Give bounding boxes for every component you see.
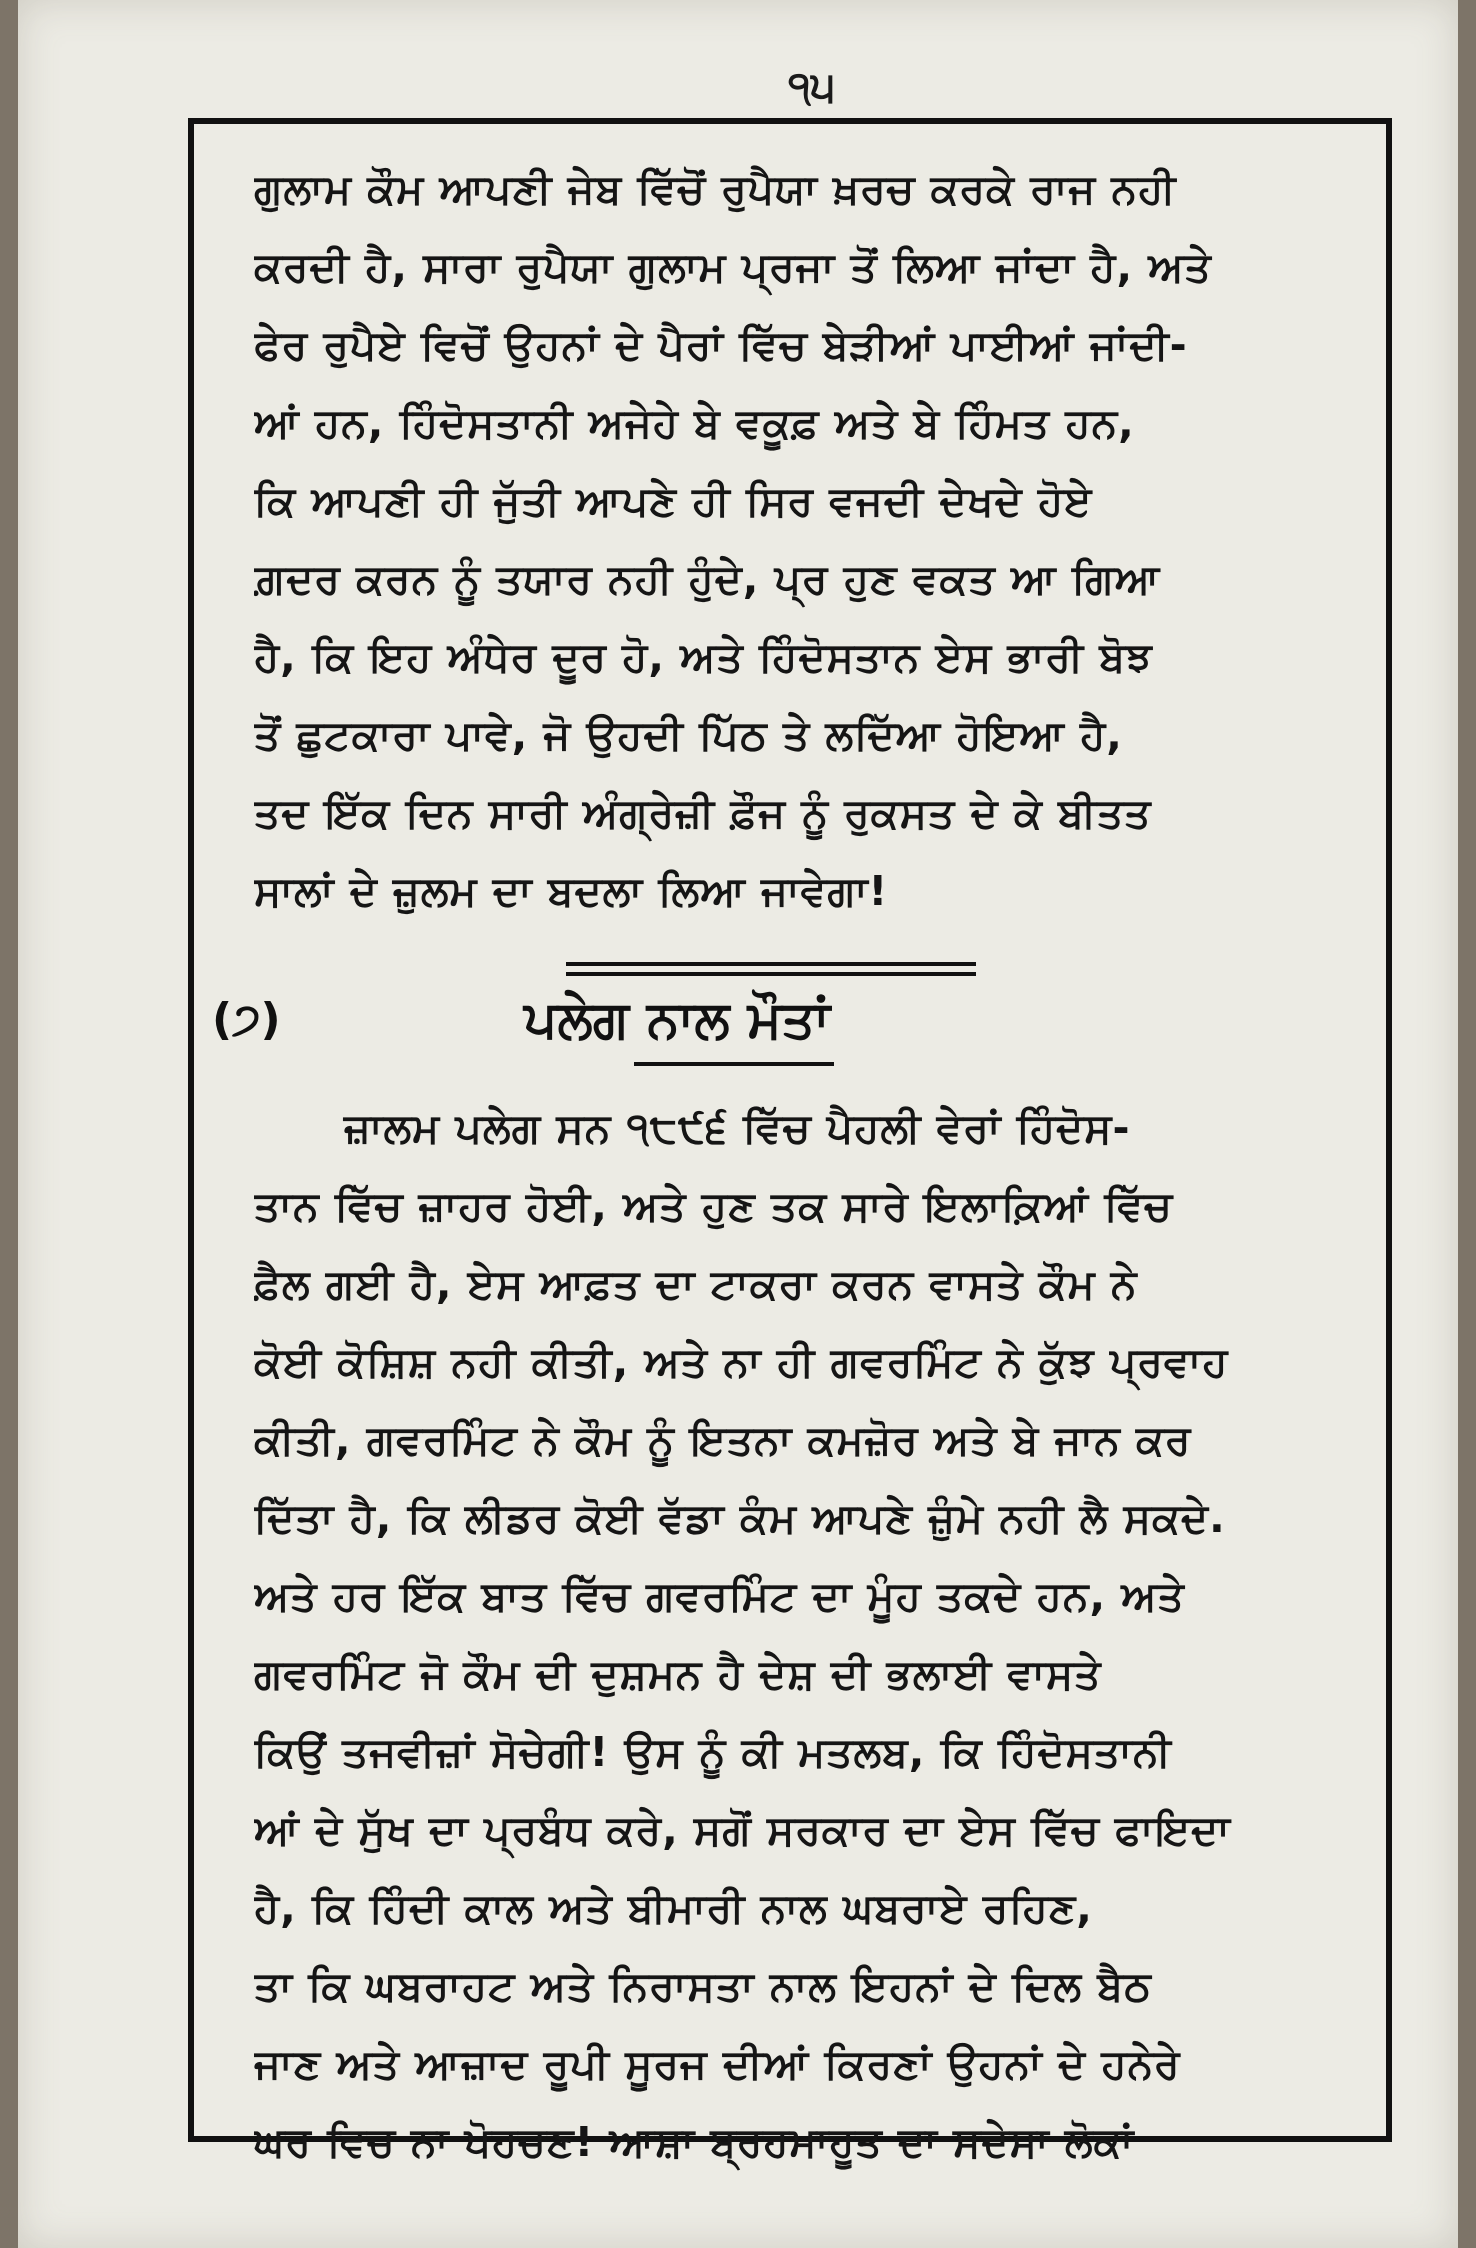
text-line: ਕਰਦੀ ਹੈ, ਸਾਰਾ ਰੁਪੈਯਾ ਗੁਲਾਮ ਪ੍ਰਜਾ ਤੋਂ ਲਿਆ ਜਾਂਦਾ ਹੈ, ਅਤੇ [254,243,1212,291]
section-number: (੭) [212,994,281,1045]
text-line: ਤਾ ਕਿ ਘਬਰਾਹਟ ਅਤੇ ਨਿਰਾਸਤਾ ਨਾਲ ਇਹਨਾਂ ਦੇ ਦਿਲ ਬੈਠ [254,1962,1152,2010]
text-line: ਗਵਰਮਿੰਟ ਜੋ ਕੌਮ ਦੀ ਦੁਸ਼ਮਨ ਹੈ ਦੇਸ਼ ਦੀ ਭਲਾਈ ਵਾਸਤੇ [254,1650,1102,1698]
text-line: ਆਂ ਦੇ ਸੁੱਖ ਦਾ ਪ੍ਰਬੰਧ ਕਰੇ, ਸਗੋਂ ਸਰਕਾਰ ਦਾ ਏਸ ਵਿੱਚ ਫਾਇਦਾ [254,1806,1231,1854]
text-line: ਤਦ ਇੱਕ ਦਿਨ ਸਾਰੀ ਅੰਗ੍ਰੇਜ਼ੀ ਫ਼ੌਜ ਨੂੰ ਰੁਕਸਤ ਦੇ ਕੇ ਬੀਤਤ [254,789,1152,837]
title-underline [634,1062,834,1066]
text-frame [188,118,1392,2166]
text-line: ਆਂ ਹਨ, ਹਿੰਦੋਸਤਾਨੀ ਅਜੇਹੇ ਬੇ ਵਕੂਫ਼ ਅਤੇ ਬੇ ਹਿੰਮਤ ਹਨ, [254,399,1135,447]
text-line: ਫ਼ੈਲ ਗਈ ਹੈ, ਏਸ ਆਫ਼ਤ ਦਾ ਟਾਕਰਾ ਕਰਨ ਵਾਸਤੇ ਕੌਮ ਨੇ [254,1260,1138,1308]
text-line: ਕੀਤੀ, ਗਵਰਮਿੰਟ ਨੇ ਕੌਮ ਨੂੰ ਇਤਨਾ ਕਮਜ਼ੋਰ ਅਤੇ ਬੇ ਜਾਨ ਕਰ [254,1416,1192,1464]
text-line: ਹੈ, ਕਿ ਹਿੰਦੀ ਕਾਲ ਅਤੇ ਬੀਮਾਰੀ ਨਾਲ ਘਬਰਾਏ ਰਹਿਣ, [254,1884,1093,1932]
text-line: ਕਿ ਆਪਣੀ ਹੀ ਜੁੱਤੀ ਆਪਣੇ ਹੀ ਸਿਰ ਵਜਦੀ ਦੇਖਦੇ ਹੋਏ [254,477,1093,525]
paragraph-1 [254,150,1356,930]
divider [566,962,976,966]
text-line: ਘਰ ਵਿਚ ਨਾ ਪੋਹਚਣ! ਆਸ਼ਾ ਬ੍ਰਹਮਾਹੂਤ ਦਾ ਸਦੇਸਾ ਲੋਕਾਂ [254,2118,1135,2166]
text-line: ਕੋਈ ਕੋਸ਼ਿਸ਼ ਨਹੀ ਕੀਤੀ, ਅਤੇ ਨਾ ਹੀ ਗਵਰਮਿੰਟ ਨੇ ਕੁੱਝ ਪ੍ਰਵਾਹ [254,1338,1229,1386]
text-line: ਦਿੱਤਾ ਹੈ, ਕਿ ਲੀਡਰ ਕੋਈ ਵੱਡਾ ਕੰਮ ਆਪਣੇ ਜ਼ੁੰਮੇ ਨਹੀ ਲੈ ਸਕਦੇ. [254,1494,1226,1542]
text-line: ਗ਼ਦਰ ਕਰਨ ਨੂੰ ਤਯਾਰ ਨਹੀ ਹੁੰਦੇ, ਪ੍ਰ ਹੁਣ ਵਕਤ ਆ ਗਿਆ [254,555,1161,603]
text-line: ਫੇਰ ਰੁਪੈਏ ਵਿਚੋਂ ਉਹਨਾਂ ਦੇ ਪੈਰਾਂ ਵਿੱਚ ਬੇੜੀਆਂ ਪਾਈਆਂ ਜਾਂਦੀ- [254,321,1188,369]
text-line: ਜ਼ਾਲਮ ਪਲੇਗ ਸਨ ੧੮੯੬ ਵਿੱਚ ਪੈਹਲੀ ਵੇਰਾਂ ਹਿੰਦੋਸ- [344,1104,1131,1152]
section-title: ਪਲੇਗ ਨਾਲ ਮੌਤਾਂ [524,990,830,1050]
section-heading [194,962,1386,1082]
book-page [18,0,1458,2248]
text-line: ਤਾਨ ਵਿੱਚ ਜ਼ਾਹਰ ਹੋਈ, ਅਤੇ ਹੁਣ ਤਕ ਸਾਰੇ ਇਲਾਕ਼ਿਆਂ ਵਿੱਚ [254,1182,1173,1230]
text-line: ਜਾਣ ਅਤੇ ਆਜ਼ਾਦ ਰੂਪੀ ਸੂਰਜ ਦੀਆਂ ਕਿਰਣਾਂ ਉਹਨਾਂ ਦੇ ਹਨੇਰੇ [254,2040,1181,2088]
print-marks [188,2182,1392,2202]
text-line: ਤੋਂ ਛੁਟਕਾਰਾ ਪਾਵੇ, ਜੋ ਉਹਦੀ ਪਿੱਠ ਤੇ ਲਦਿੱਆ ਹੋਇਆ ਹੈ, [254,711,1123,759]
text-line: ਗੁਲਾਮ ਕੌਮ ਆਪਣੀ ਜੇਬ ਵਿੱਚੋਂ ਰੁਪੈਯਾ ਖ਼ਰਚ ਕਰਕੇ ਰਾਜ ਨਹੀ [254,165,1177,213]
text-line: ਸਾਲਾਂ ਦੇ ਜ਼ੁਲਮ ਦਾ ਬਦਲਾ ਲਿਆ ਜਾਵੇਗਾ! [254,867,889,915]
page-number: ੧੫ [788,62,836,111]
paragraph-2 [254,1089,1356,2181]
text-line: ਹੈ, ਕਿ ਇਹ ਅੰਧੇਰ ਦੂਰ ਹੋ, ਅਤੇ ਹਿੰਦੋਸਤਾਨ ਏਸ ਭਾਰੀ ਬੋਝ [254,633,1153,681]
divider [566,972,976,976]
text-line: ਕਿਉਂ ਤਜਵੀਜ਼ਾਂ ਸੋਚੇਗੀ! ਉਸ ਨੂੰ ਕੀ ਮਤਲਬ, ਕਿ ਹਿੰਦੋਸਤਾਨੀ [254,1728,1172,1776]
text-line: ਅਤੇ ਹਰ ਇੱਕ ਬਾਤ ਵਿੱਚ ਗਵਰਮਿੰਟ ਦਾ ਮੂੰਹ ਤਕਦੇ ਹਨ, ਅਤੇ [254,1572,1185,1620]
